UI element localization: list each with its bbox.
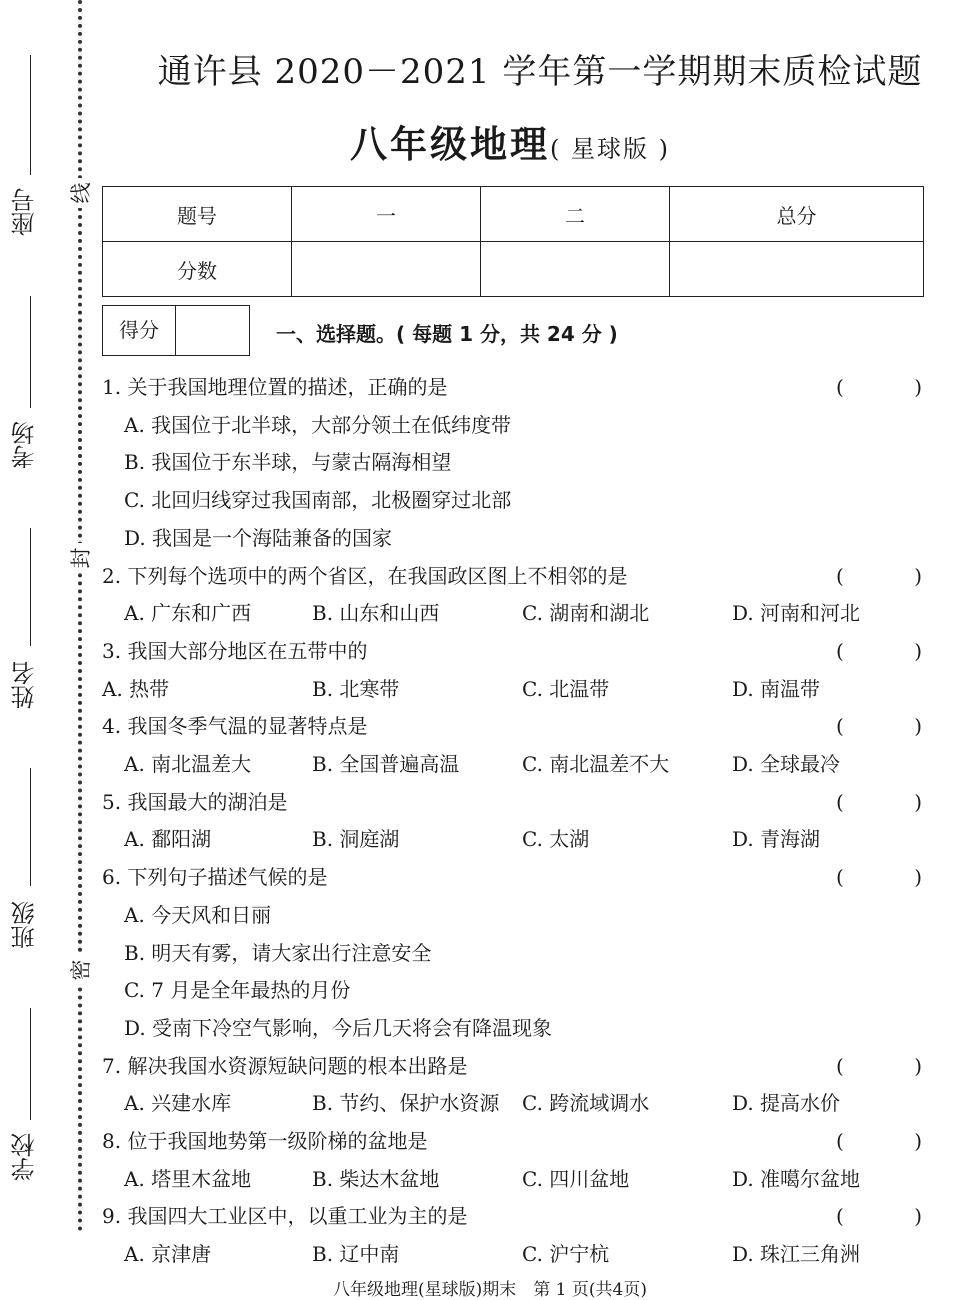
- section-score-label: 得分: [103, 306, 176, 355]
- exam-room-label: 考场: [11, 421, 39, 469]
- answer-paren-open: (: [836, 638, 844, 663]
- score-table-score-row: [103, 242, 924, 297]
- score-input-cell[interactable]: [670, 242, 924, 297]
- option: D. 南温带: [732, 676, 821, 701]
- answer-paren-close: ): [914, 1204, 922, 1229]
- option: D. 受南下冷空气影响，今后几天将会有降温现象: [124, 1015, 553, 1040]
- question-stem: 5. 我国最大的湖泊是: [102, 789, 288, 814]
- answer-paren-close: ): [914, 789, 922, 814]
- question-stem: 6. 下列句子描述气候的是: [102, 865, 328, 890]
- edition-label: ( 星球版 ): [550, 135, 670, 163]
- option: B. 山东和山西: [312, 601, 440, 626]
- answer-paren-close: ): [914, 563, 922, 588]
- answer-paren-open: (: [836, 714, 844, 739]
- answer-paren-close: ): [914, 638, 922, 663]
- option: D. 我国是一个海陆兼备的国家: [124, 525, 393, 550]
- option: B. 全国普遍高温: [312, 752, 460, 776]
- option: A. 塔里木盆地: [124, 1166, 252, 1191]
- option: C. 7 月是全年最热的月份: [124, 978, 351, 1003]
- name-line: [30, 528, 31, 646]
- question-stem: 4. 我国冬季气温的显著特点是: [102, 714, 368, 739]
- option: A. 今天风和日丽: [124, 902, 272, 927]
- answer-paren-open: (: [836, 563, 844, 588]
- exam-subtitle: [100, 114, 920, 168]
- seal-char-feng: 封: [66, 543, 96, 573]
- answer-paren-close: ): [914, 375, 922, 399]
- answer-paren-close: ): [914, 714, 922, 739]
- option: D. 准噶尔盆地: [732, 1166, 861, 1191]
- section-score-box: [102, 305, 250, 356]
- answer-paren-close: ): [914, 1129, 922, 1153]
- answer-blank[interactable]: [836, 563, 922, 589]
- seal-char-mi: 密: [66, 955, 96, 985]
- question-stem: 1. 关于我国地理位置的描述，正确的是: [102, 375, 448, 399]
- option: A. 京津唐: [124, 1242, 212, 1267]
- option: D. 提高水价: [732, 1091, 841, 1116]
- score-table-cell: 二: [481, 187, 670, 242]
- option: C. 北温带: [522, 676, 610, 701]
- question-stem: 7. 解决我国水资源短缺问题的根本出路是: [102, 1053, 468, 1078]
- score-input-cell[interactable]: [292, 242, 481, 297]
- option: B. 节约、保护水资源: [312, 1091, 500, 1116]
- option: A. 热带: [102, 676, 170, 701]
- class-label: 班级: [11, 901, 39, 949]
- seat-line: [30, 55, 31, 175]
- option: A. 鄱阳湖: [124, 827, 212, 852]
- answer-paren-open: (: [836, 789, 844, 814]
- option: B. 我国位于东半球，与蒙古隔海相望: [124, 450, 452, 475]
- question-stem: 9. 我国四大工业区中，以重工业为主的是: [102, 1204, 468, 1229]
- section-score-input[interactable]: [177, 306, 249, 355]
- exam-title: 通许县 2020－2021 学年第一学期期末质检试题: [157, 52, 923, 92]
- option: A. 我国位于北半球，大部分领土在低纬度带: [124, 412, 512, 437]
- answer-paren-close: ): [914, 1053, 922, 1078]
- option: A. 南北温差大: [124, 752, 252, 776]
- seal-char-xian: 线: [66, 178, 96, 208]
- option: A. 广东和广西: [124, 601, 252, 626]
- score-input-cell[interactable]: [481, 242, 670, 297]
- option: C. 太湖: [522, 827, 590, 852]
- option: C. 南北温差不大: [522, 752, 670, 776]
- school-line: [30, 1008, 31, 1120]
- answer-blank[interactable]: [836, 374, 922, 400]
- answer-blank[interactable]: [836, 713, 922, 739]
- answer-blank[interactable]: [836, 638, 922, 664]
- answer-paren-open: (: [836, 865, 844, 890]
- question-stem: 3. 我国大部分地区在五带中的: [102, 638, 368, 663]
- score-table-cell: 总分: [670, 187, 924, 242]
- answer-blank[interactable]: [836, 789, 922, 815]
- score-table-cell: 题号: [103, 187, 292, 242]
- answer-paren-open: (: [836, 375, 844, 399]
- school-label: 学校: [11, 1133, 39, 1181]
- option: C. 沪宁杭: [522, 1242, 610, 1267]
- answer-paren-open: (: [836, 1053, 844, 1078]
- page-footer: 八年级地理(星球版)期末 第 1 页(共4页): [333, 1280, 647, 1300]
- option: A. 兴建水库: [124, 1091, 232, 1116]
- score-table-cell: 一: [292, 187, 481, 242]
- option: B. 明天有雾，请大家出行注意安全: [124, 940, 432, 965]
- answer-blank[interactable]: [836, 1053, 922, 1079]
- score-table-header-row: [103, 187, 924, 242]
- option: D. 河南和河北: [732, 601, 861, 626]
- option: D. 珠江三角洲: [732, 1242, 861, 1267]
- option: B. 柴达木盆地: [312, 1166, 440, 1191]
- class-line: [30, 768, 31, 886]
- answer-blank[interactable]: [836, 1203, 922, 1229]
- answer-paren-open: (: [836, 1204, 844, 1229]
- seat-label: 座号: [11, 188, 39, 236]
- option: C. 跨流域调水: [522, 1091, 650, 1116]
- answer-paren-open: (: [836, 1129, 844, 1153]
- option: D. 全球最冷: [732, 752, 841, 776]
- option: C. 北回归线穿过我国南部，北极圈穿过北部: [124, 488, 512, 513]
- option: C. 湖南和湖北: [522, 601, 650, 626]
- subject-label: 八年级地理: [350, 123, 550, 166]
- option: B. 辽中南: [312, 1242, 400, 1267]
- answer-blank[interactable]: [836, 864, 922, 890]
- score-table: [102, 186, 924, 297]
- answer-blank[interactable]: [836, 1128, 922, 1154]
- option: D. 青海湖: [732, 827, 821, 852]
- option: C. 四川盆地: [522, 1166, 630, 1191]
- option: B. 洞庭湖: [312, 827, 400, 852]
- name-label: 姓名: [11, 661, 39, 709]
- exam-room-line: [30, 296, 31, 408]
- score-table-cell: 分数: [103, 242, 292, 297]
- section-heading: 一、选择题。( 每题 1 分，共 24 分 ): [276, 322, 618, 346]
- question-stem: 2. 下列每个选项中的两个省区，在我国政区图上不相邻的是: [102, 563, 628, 588]
- answer-paren-close: ): [914, 865, 922, 890]
- option: B. 北寒带: [312, 676, 400, 701]
- question-stem: 8. 位于我国地势第一级阶梯的盆地是: [102, 1129, 428, 1153]
